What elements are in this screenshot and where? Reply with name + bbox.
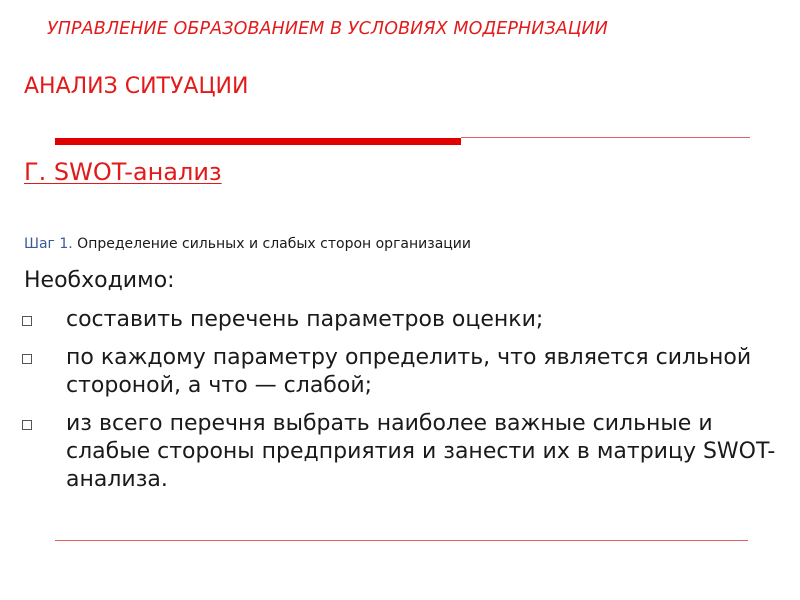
- list-item-text: по каждому параметру определить, что является сильной стороной, а что — слабой;: [66, 345, 752, 398]
- hollow-square-bullet-icon: [22, 420, 32, 430]
- step-line: [24, 236, 471, 252]
- step-text: Определение сильных и слабых сторон организации: [72, 236, 472, 252]
- hollow-square-bullet-icon: [22, 354, 32, 364]
- accent-rule: [461, 137, 750, 138]
- list-item: [16, 410, 786, 494]
- bottom-rule: [55, 540, 748, 541]
- subtitle: Г. SWOT-анализ: [24, 158, 222, 186]
- section-title: АНАЛИЗ СИТУАЦИИ: [24, 74, 249, 99]
- lead-text: Необходимо:: [24, 268, 175, 293]
- list-item-text: из всего перечня выбрать наиболее важные сильные и слабые стороны предприятия и занести их в матрицу SWOT-анализа.: [66, 411, 776, 492]
- bullet-list: [16, 306, 786, 504]
- list-item: [16, 306, 786, 334]
- list-item: [16, 344, 786, 400]
- header-title: УПРАВЛЕНИЕ ОБРАЗОВАНИЕМ В УСЛОВИЯХ МОДЕРНИЗАЦИИ: [47, 19, 608, 39]
- list-item-text: составить перечень параметров оценки;: [66, 307, 544, 332]
- hollow-square-bullet-icon: [22, 316, 32, 326]
- step-label: Шаг 1.: [24, 236, 73, 252]
- accent-bar: [55, 138, 461, 145]
